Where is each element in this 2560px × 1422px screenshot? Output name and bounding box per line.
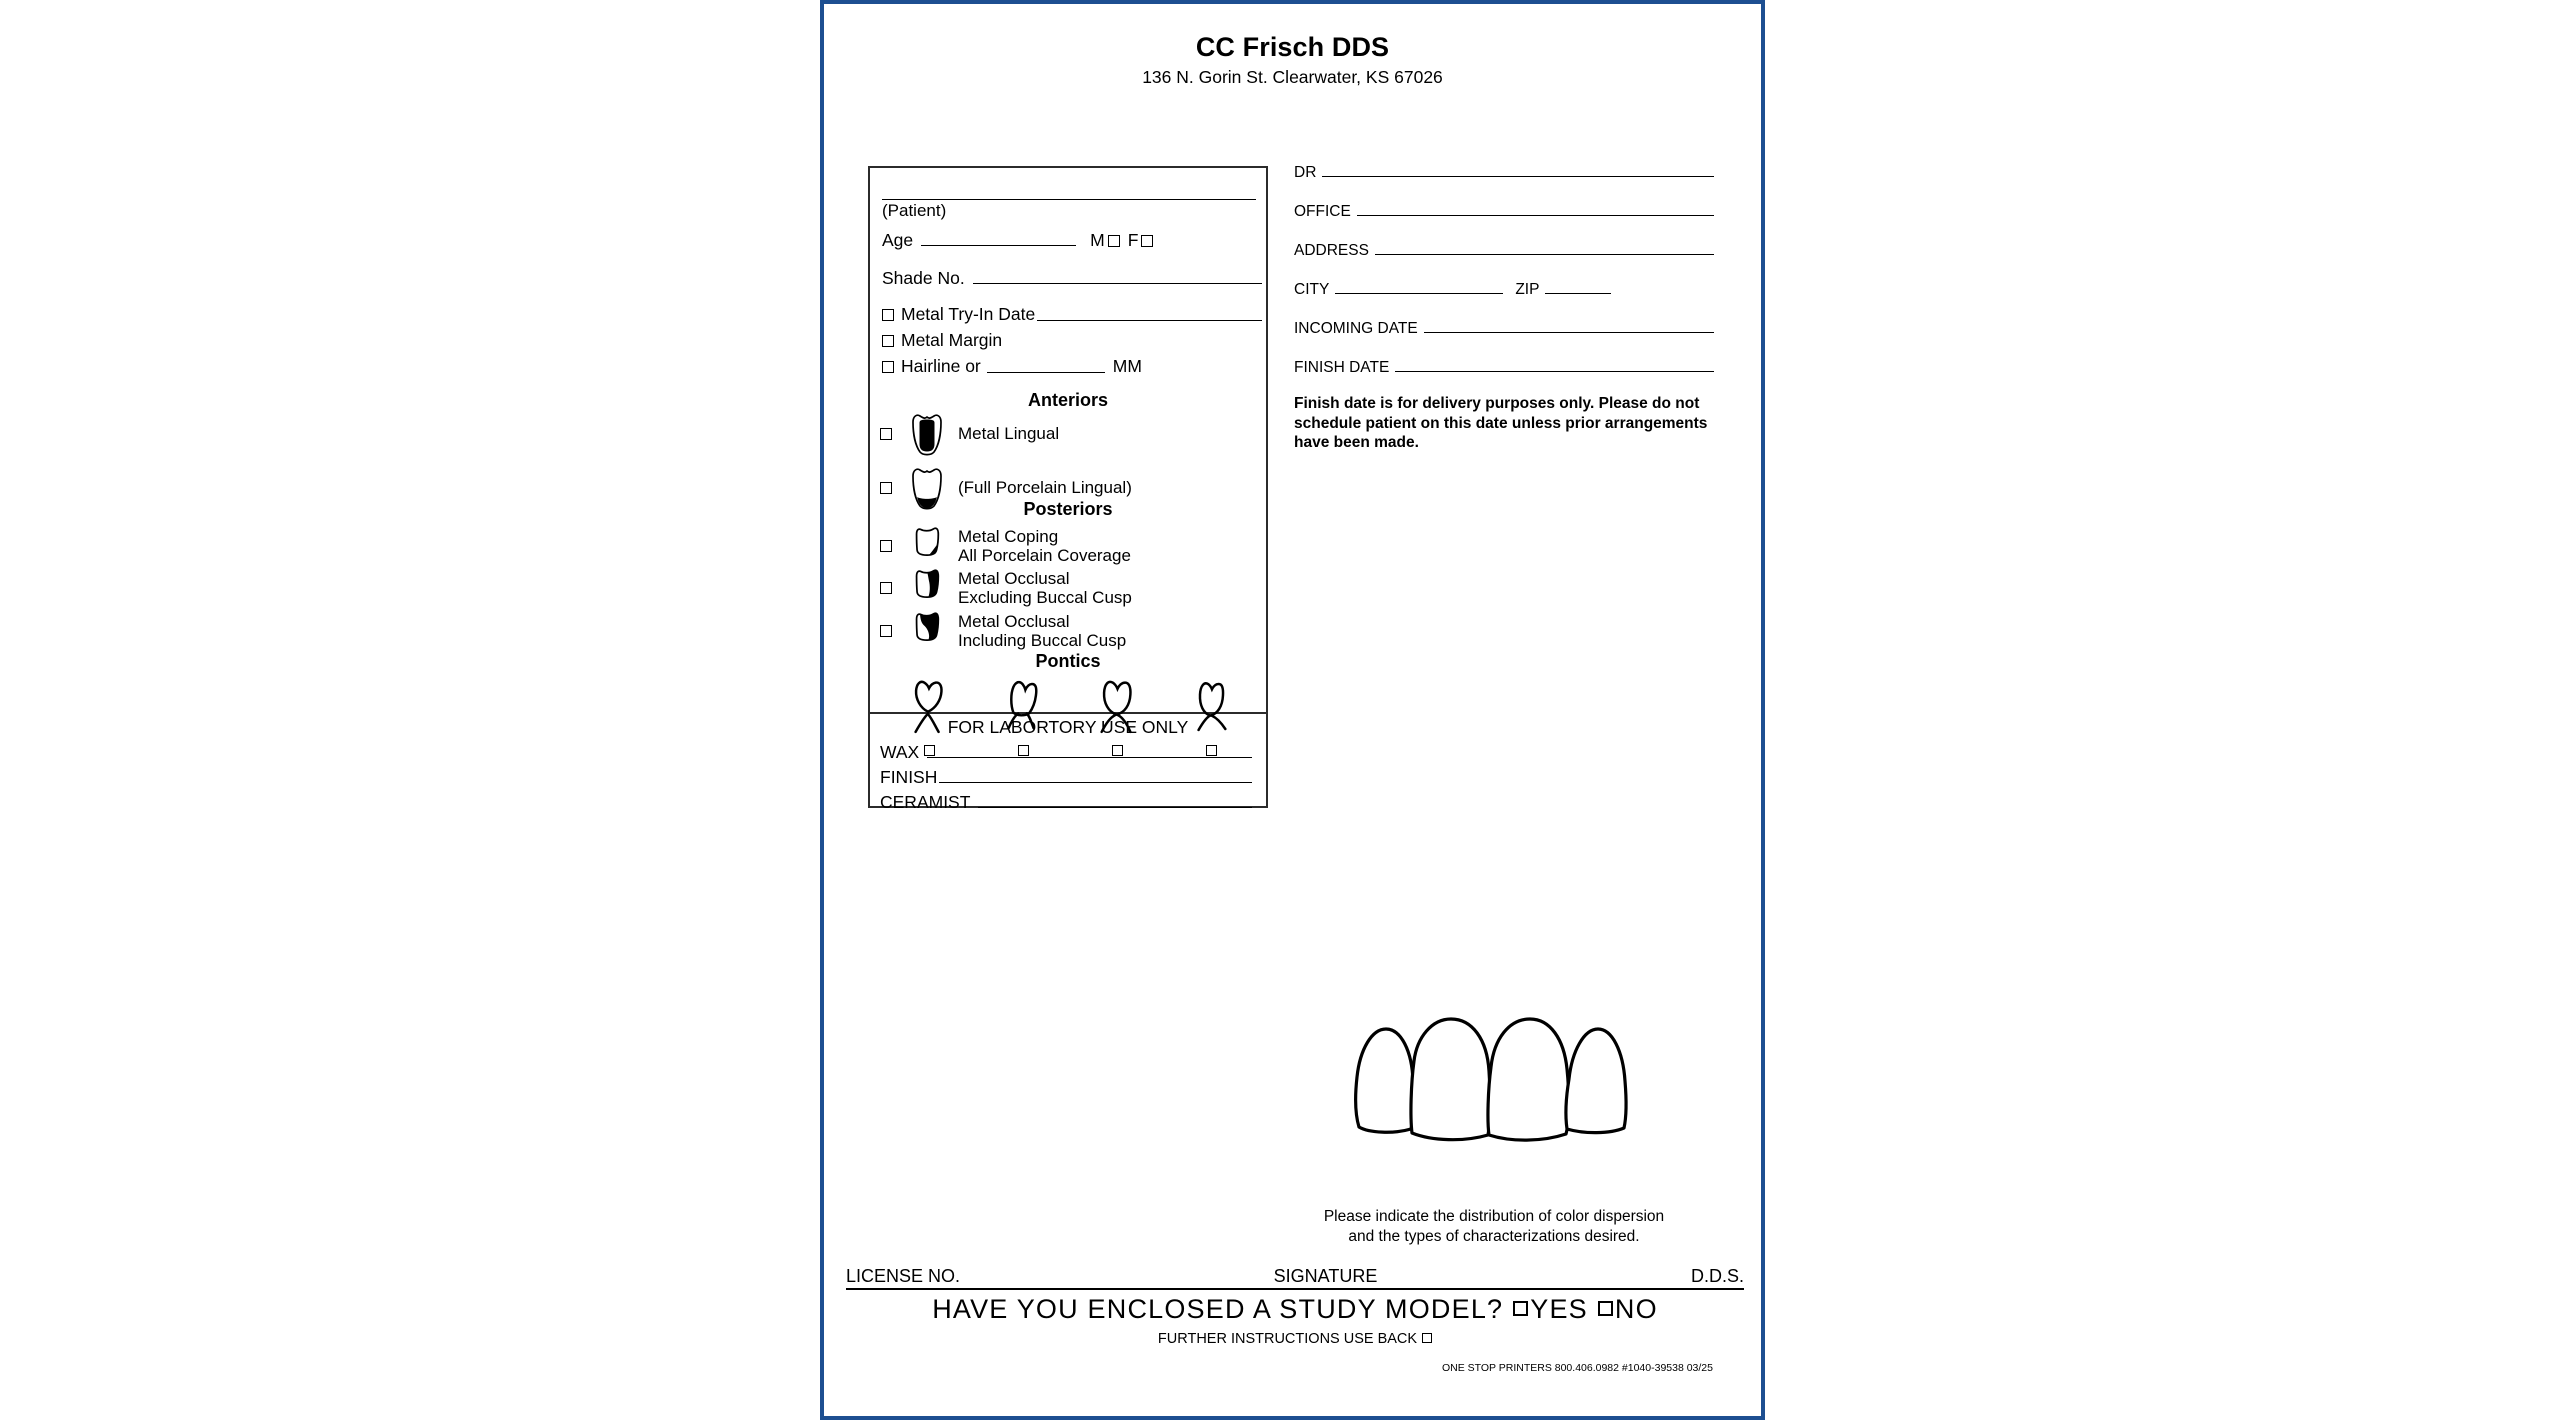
- hairline-label: Hairline or: [901, 356, 981, 376]
- study-model-question-row: [846, 1294, 1744, 1325]
- lab-row-finish: [880, 767, 1252, 788]
- tooth-central-right: [1488, 1019, 1569, 1140]
- color-distribution-diagram[interactable]: [1314, 1009, 1674, 1247]
- laboratory-use-title: FOR LABORTORY USE ONLY: [947, 717, 1189, 737]
- full-porcelain-checkbox[interactable]: [880, 482, 892, 494]
- lab-row-ceramist: [880, 792, 1252, 813]
- prescription-form-sheet: [820, 0, 1765, 1420]
- pontics-heading: Pontics: [1035, 651, 1101, 671]
- clinic-address: 136 N. Gorin St. Clearwater, KS 67026: [1142, 67, 1443, 88]
- metal-lingual-label: Metal Lingual: [958, 424, 1060, 444]
- dds-label: D.D.S.: [1690, 1266, 1744, 1286]
- field-finish-date: [1294, 359, 1714, 377]
- tooth-lateral-right: [1566, 1029, 1626, 1133]
- metal-margin-row: [882, 330, 1262, 351]
- lab-row-wax: [880, 742, 1252, 763]
- sex-female-option[interactable]: [1128, 230, 1154, 251]
- hairline-value-input[interactable]: [987, 361, 1105, 373]
- hairline-row: [882, 356, 1262, 377]
- option-metal-occlusal-excluding[interactable]: [880, 565, 1266, 611]
- male-checkbox[interactable]: [1108, 235, 1120, 247]
- metal-margin-checkbox[interactable]: [882, 335, 894, 347]
- finish-label: FINISH: [880, 767, 938, 787]
- option-metal-lingual[interactable]: [880, 411, 1266, 457]
- metal-occlusal-including-label: [958, 612, 1126, 650]
- tooth-lateral-left: [1356, 1029, 1414, 1132]
- city-input[interactable]: [1335, 283, 1503, 294]
- finish-input[interactable]: [939, 771, 1252, 783]
- finish-date-input[interactable]: [1395, 361, 1714, 372]
- city-label: CITY: [1294, 281, 1330, 298]
- posteriors-heading: Posteriors: [1023, 499, 1113, 519]
- age-row: [882, 230, 1260, 251]
- metal-tryin-date-input[interactable]: [1037, 309, 1262, 321]
- further-instructions-row: [846, 1331, 1744, 1347]
- option-metal-coping[interactable]: [880, 523, 1266, 569]
- tooth-anterior-metal-lingual-icon: [908, 411, 946, 457]
- age-input[interactable]: [921, 234, 1076, 246]
- ceramist-label: CERAMIST: [880, 792, 971, 812]
- metal-margin-label: Metal Margin: [901, 330, 1003, 350]
- address-input[interactable]: [1375, 244, 1714, 255]
- occl-incl-line2: Including Buccal Cusp: [958, 631, 1127, 650]
- office-input[interactable]: [1357, 205, 1714, 216]
- occl-incl-line1: Metal Occlusal: [958, 611, 1070, 631]
- further-instructions-label: FURTHER INSTRUCTIONS USE BACK: [1157, 1331, 1418, 1347]
- clinic-name: CC Frisch DDS: [1195, 32, 1390, 62]
- no-label: NO: [1614, 1294, 1658, 1324]
- metal-coping-line1: Metal Coping: [958, 526, 1059, 546]
- metal-coping-line2: All Porcelain Coverage: [958, 546, 1131, 565]
- distribution-caption: Please indicate the distribution of color dispersion and the types of characterizations desired.: [1323, 1208, 1665, 1245]
- shade-input[interactable]: [973, 272, 1262, 284]
- address-label: ADDRESS: [1294, 242, 1369, 259]
- field-incoming-date: [1294, 320, 1714, 338]
- male-label: M: [1090, 230, 1105, 250]
- zip-input[interactable]: [1545, 283, 1611, 294]
- metal-tryin-row: [882, 304, 1262, 325]
- incoming-date-label: INCOMING DATE: [1294, 320, 1418, 337]
- hairline-unit-label: MM: [1112, 356, 1142, 376]
- incoming-date-input[interactable]: [1424, 322, 1714, 333]
- study-model-no-checkbox[interactable]: [1598, 1301, 1613, 1316]
- signature-row: [846, 1266, 1744, 1290]
- metal-coping-checkbox[interactable]: [880, 540, 892, 552]
- doctor-info-fields: [1294, 164, 1714, 453]
- metal-occlusal-excluding-checkbox[interactable]: [880, 582, 892, 594]
- metal-lingual-checkbox[interactable]: [880, 428, 892, 440]
- field-office: [1294, 203, 1714, 221]
- tooth-posterior-occlusal-excluding-icon: [908, 565, 946, 611]
- finish-date-note: Finish date is for delivery purposes only. Please do not schedule patient on this date unless prior arrangements have been made.: [1294, 395, 1708, 452]
- sex-male-option[interactable]: [1090, 230, 1120, 251]
- shade-row: [882, 268, 1262, 289]
- study-model-question: HAVE YOU ENCLOSED A STUDY MODEL?: [932, 1294, 1504, 1324]
- wax-label: WAX: [880, 742, 920, 762]
- tooth-posterior-occlusal-including-icon: [908, 608, 946, 654]
- field-address: [1294, 242, 1714, 260]
- occl-excl-line1: Metal Occlusal: [958, 568, 1070, 588]
- metal-occlusal-including-checkbox[interactable]: [880, 625, 892, 637]
- hairline-checkbox[interactable]: [882, 361, 894, 373]
- option-metal-occlusal-including[interactable]: [880, 608, 1266, 654]
- dr-input[interactable]: [1322, 166, 1714, 177]
- zip-label: ZIP: [1515, 281, 1540, 298]
- field-city-zip: [1294, 281, 1714, 299]
- metal-occlusal-excluding-label: [958, 569, 1132, 607]
- license-no-label: LICENSE NO.: [846, 1266, 961, 1286]
- laboratory-use-panel: [868, 714, 1268, 812]
- patient-name-input[interactable]: [882, 198, 1256, 200]
- office-label: OFFICE: [1294, 203, 1351, 220]
- printer-credit: ONE STOP PRINTERS 800.406.0982 #1040-39538 03/25: [1441, 1362, 1713, 1374]
- study-model-yes-checkbox[interactable]: [1513, 1301, 1528, 1316]
- female-label: F: [1127, 230, 1139, 250]
- occl-excl-line2: Excluding Buccal Cusp: [958, 588, 1132, 607]
- age-label: Age: [882, 230, 914, 250]
- metal-tryin-label: Metal Try-In Date: [901, 304, 1036, 324]
- dr-label: DR: [1294, 164, 1317, 181]
- female-checkbox[interactable]: [1141, 235, 1153, 247]
- metal-tryin-checkbox[interactable]: [882, 309, 894, 321]
- tooth-central-left: [1411, 1019, 1490, 1140]
- field-dr: [1294, 164, 1714, 182]
- anteriors-heading: Anteriors: [1027, 390, 1108, 410]
- ceramist-input[interactable]: [978, 796, 1252, 808]
- patient-and-prescription-panel: [868, 166, 1268, 714]
- finish-date-label: FINISH DATE: [1294, 359, 1390, 376]
- form-header: [824, 32, 1761, 88]
- wax-input[interactable]: [927, 746, 1252, 758]
- metal-coping-label: [958, 527, 1131, 565]
- tooth-posterior-metal-coping-icon: [908, 523, 946, 569]
- further-instructions-checkbox[interactable]: [1422, 1333, 1432, 1343]
- shade-label: Shade No.: [882, 268, 965, 288]
- full-porcelain-label: (Full Porcelain Lingual): [958, 478, 1132, 498]
- signature-label: SIGNATURE: [1273, 1266, 1378, 1286]
- yes-label: YES: [1530, 1294, 1588, 1324]
- patient-label: (Patient): [882, 201, 947, 220]
